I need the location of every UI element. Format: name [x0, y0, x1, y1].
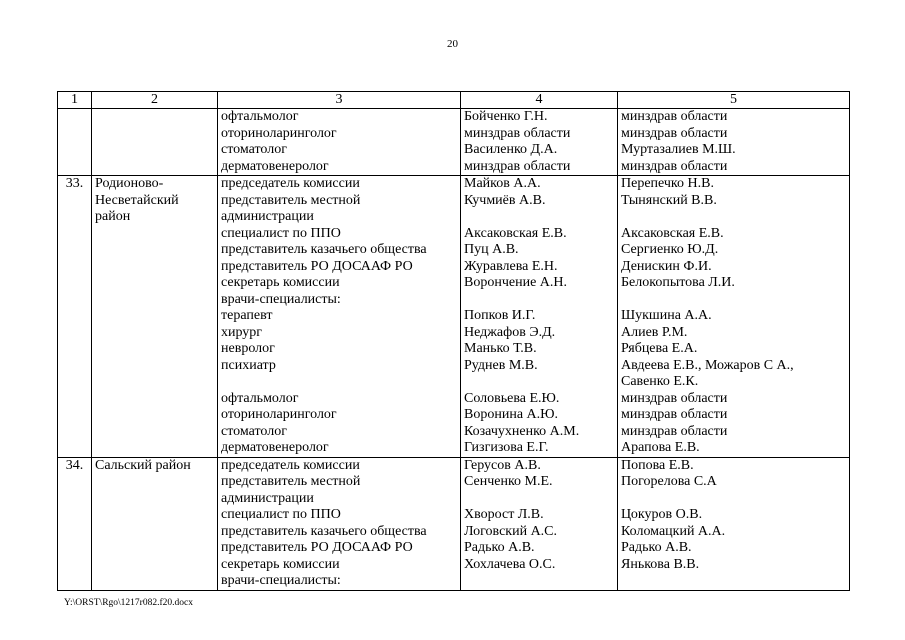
cell-line: невролог	[221, 341, 275, 356]
cell-line: Хохлачева О.С.	[464, 556, 556, 572]
role-cell	[218, 109, 461, 176]
cell-line: врачи-специалисты:	[221, 291, 341, 307]
district-cell	[92, 457, 218, 590]
member-cell	[461, 109, 618, 176]
cell-line: Сальский район	[95, 457, 191, 473]
table-row	[58, 457, 850, 590]
cell-line: Несветайский	[95, 192, 179, 208]
cell-line: офтальмолог	[221, 109, 299, 124]
cell-line: терапевт	[221, 308, 273, 323]
reserve-member-cell	[618, 176, 850, 458]
cell-line: Белокопытова Л.И.	[621, 275, 735, 290]
cell-line: Рябцева Е.А.	[621, 341, 698, 356]
cell-line: председатель комиссии	[221, 457, 360, 473]
cell-line: минздрав области	[464, 125, 571, 141]
cell-line: Попова Е.В.	[621, 457, 694, 473]
cell-line: специалист по ППО	[221, 225, 341, 241]
reserve-member-cell	[618, 109, 850, 176]
cell-line: минздрав области	[464, 158, 571, 174]
cell-line	[221, 374, 457, 391]
cell-line: представитель местной	[221, 192, 361, 208]
cell-line: Родионово-	[95, 176, 164, 191]
cell-line	[464, 491, 614, 508]
cell-line: представитель казачьего общества	[221, 523, 427, 539]
cell-line: представитель РО ДОСААФ РО	[221, 258, 413, 274]
cell-line: администрации	[221, 490, 314, 506]
cell-line: психиатр	[221, 357, 276, 373]
column-header: 3	[218, 92, 461, 109]
cell-line: оториноларинголог	[221, 407, 337, 422]
cell-line: оториноларинголог	[221, 125, 337, 141]
cell-line: Ворончение А.Н.	[464, 275, 568, 290]
column-header: 1	[58, 92, 92, 109]
cell-line: Шукшина А.А.	[621, 308, 712, 323]
cell-line	[621, 573, 846, 590]
cell-line: Василенко Д.А.	[464, 142, 558, 157]
cell-line: секретарь комиссии	[221, 275, 340, 290]
cell-line: Логовский А.С.	[464, 523, 558, 539]
row-number-cell: 33.	[58, 176, 92, 458]
cell-line	[464, 573, 614, 590]
cell-line: Гизгизова Е.Г.	[464, 440, 549, 455]
cell-line: стоматолог	[221, 423, 287, 439]
cell-line: Воронина А.Ю.	[464, 407, 559, 422]
cell-line: председатель комиссии	[221, 176, 360, 191]
cell-line: офтальмолог	[221, 390, 299, 406]
cell-line: Аксаковская Е.В.	[621, 225, 724, 241]
cell-line: Журавлева Е.Н.	[464, 258, 558, 274]
cell-line: хирург	[221, 324, 263, 340]
cell-line	[621, 292, 846, 309]
row-number-cell: 34.	[58, 457, 92, 590]
cell-line: Радько А.В.	[464, 540, 535, 555]
role-cell	[218, 176, 461, 458]
cell-line: минздрав области	[621, 390, 728, 406]
district-cell	[92, 109, 218, 176]
cell-line: Пуц А.В.	[464, 242, 519, 257]
member-cell	[461, 176, 618, 458]
cell-line: Попков И.Г.	[464, 308, 536, 323]
cell-line: Цокуров О.В.	[621, 507, 703, 522]
cell-line: дерматовенеролог	[221, 158, 329, 174]
cell-line: Коломацкий А.А.	[621, 523, 726, 539]
cell-line: Перепечко Н.В.	[621, 176, 714, 191]
cell-line: Алиев Р.М.	[621, 324, 688, 340]
cell-line: Сергиенко Ю.Д.	[621, 242, 719, 257]
cell-line: администрации	[221, 209, 314, 224]
column-header: 4	[461, 92, 618, 109]
cell-line: минздрав области	[621, 407, 728, 422]
cell-line: Козачухненко А.М.	[464, 423, 580, 439]
reserve-member-cell	[618, 457, 850, 590]
file-path-footer: Y:\ORST\Rgo\1217r082.f20.docx	[64, 598, 193, 608]
cell-line: Герусов А.В.	[464, 457, 541, 473]
commission-table	[57, 91, 850, 591]
header-row	[58, 92, 850, 109]
cell-line: стоматолог	[221, 142, 287, 157]
cell-line: Неджафов Э.Д.	[464, 324, 556, 340]
cell-line	[621, 491, 846, 508]
cell-line: Янькова В.В.	[621, 556, 700, 572]
cell-line: Аксаковская Е.В.	[464, 225, 567, 241]
cell-line: минздрав области	[621, 423, 728, 439]
district-cell	[92, 176, 218, 458]
cell-line: представитель казачьего общества	[221, 242, 427, 257]
cell-line	[464, 292, 614, 309]
column-header: 5	[618, 92, 850, 109]
cell-line: минздрав области	[621, 109, 728, 124]
cell-line: район	[95, 209, 131, 224]
row-number-cell	[58, 109, 92, 176]
cell-line: Арапова Е.В.	[621, 440, 700, 455]
cell-line: дерматовенеролог	[221, 440, 329, 455]
cell-line	[464, 209, 614, 226]
table-row	[58, 109, 850, 176]
cell-line: Погорелова С.А	[621, 474, 717, 489]
cell-line: Кучмиёв А.В.	[464, 192, 546, 208]
member-cell	[461, 457, 618, 590]
cell-line: Руднев М.В.	[464, 357, 538, 373]
role-cell	[218, 457, 461, 590]
column-header: 2	[92, 92, 218, 109]
cell-line: Муртазалиев М.Ш.	[621, 142, 736, 157]
cell-line: специалист по ППО	[221, 507, 341, 522]
cell-line: минздрав области	[621, 125, 728, 141]
cell-line: Тынянский В.В.	[621, 192, 717, 208]
cell-line: Сенченко М.Е.	[464, 474, 553, 489]
cell-line: Денискин Ф.И.	[621, 258, 712, 274]
cell-line: секретарь комиссии	[221, 556, 340, 572]
cell-line: Манько Т.В.	[464, 341, 537, 356]
cell-line: врачи-специалисты:	[221, 573, 341, 588]
cell-line: минздрав области	[621, 158, 728, 174]
cell-line: Соловьева Е.Ю.	[464, 390, 560, 406]
cell-line	[621, 209, 846, 226]
cell-line: Бойченко Г.Н.	[464, 109, 548, 124]
page-number: 20	[447, 38, 458, 50]
table-row	[58, 176, 850, 458]
cell-line: Савенко Е.К.	[621, 374, 699, 389]
cell-line: Радько А.В.	[621, 540, 692, 555]
cell-line	[464, 374, 614, 391]
cell-line: Хворост Л.В.	[464, 507, 544, 522]
cell-line: Авдеева Е.В., Можаров С А.,	[621, 357, 794, 373]
cell-line: представитель РО ДОСААФ РО	[221, 540, 413, 555]
cell-line: Майков А.А.	[464, 176, 541, 191]
cell-line: представитель местной	[221, 474, 361, 489]
